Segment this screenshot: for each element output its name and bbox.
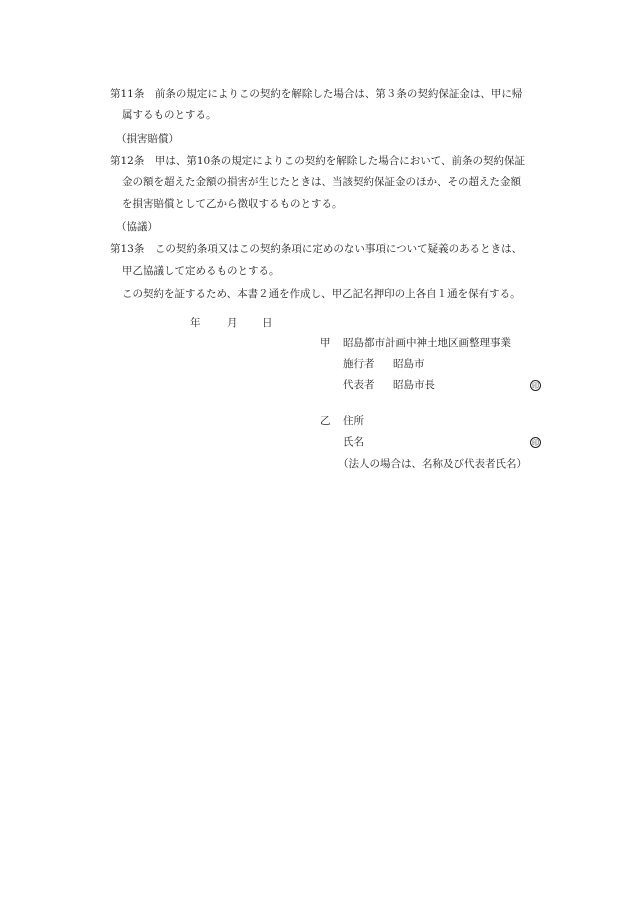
party-a-operator-value: 昭島市 [393,358,425,370]
article-12-line-1: 第12条 甲は、第10条の規定によりこの契約を解除した場合において、前条の契約保証 [110,155,526,167]
party-a-rep-value: 昭島市長 [393,379,435,391]
article-11-line-1: 第11条 前条の規定によりこの契約を解除した場合は、第３条の契約保証金は、甲に帰 [110,88,523,100]
party-b-name-label: 氏名 [343,436,364,448]
party-a-seal-icon: 印 [532,382,539,390]
date-year: 年 [190,317,201,329]
party-a-name: 昭島都市計画中神土地区画整理事業 [343,337,511,349]
article-12-line-3: を損害賠償として乙から徴収するものとする。 [122,198,343,210]
article-11-line-2: 属するものとする。 [122,109,217,121]
party-a-mark: 甲 [320,337,331,349]
party-b-note: （法人の場合は、名称及び代表者氏名） [338,458,527,470]
party-a-operator-label: 施行者 [343,358,375,370]
heading-damages: （損害賠償） [116,133,179,145]
date-month: 月 [227,317,238,329]
party-b-seal-icon: 印 [532,439,539,447]
party-b-mark: 乙 [320,415,331,427]
article-13-line-2: 甲乙協議して定めるものとする。 [122,265,280,277]
closing-statement: この契約を証するため、本書２通を作成し、甲乙記名押印の上各自１通を保有する。 [122,288,521,300]
article-12-line-2: 金の額を超えた金額の損害が生じたときは、当該契約保証金のほか、その超えた金額 [122,176,521,188]
article-13-line-1: 第13条 この契約条項又はこの契約条項に定めのない事項について疑義のあるときは、 [110,243,523,255]
heading-consultation: （協議） [116,221,158,233]
party-a-rep-label: 代表者 [343,379,375,391]
party-b-address-label: 住所 [343,415,364,427]
date-day: 日 [262,317,273,329]
